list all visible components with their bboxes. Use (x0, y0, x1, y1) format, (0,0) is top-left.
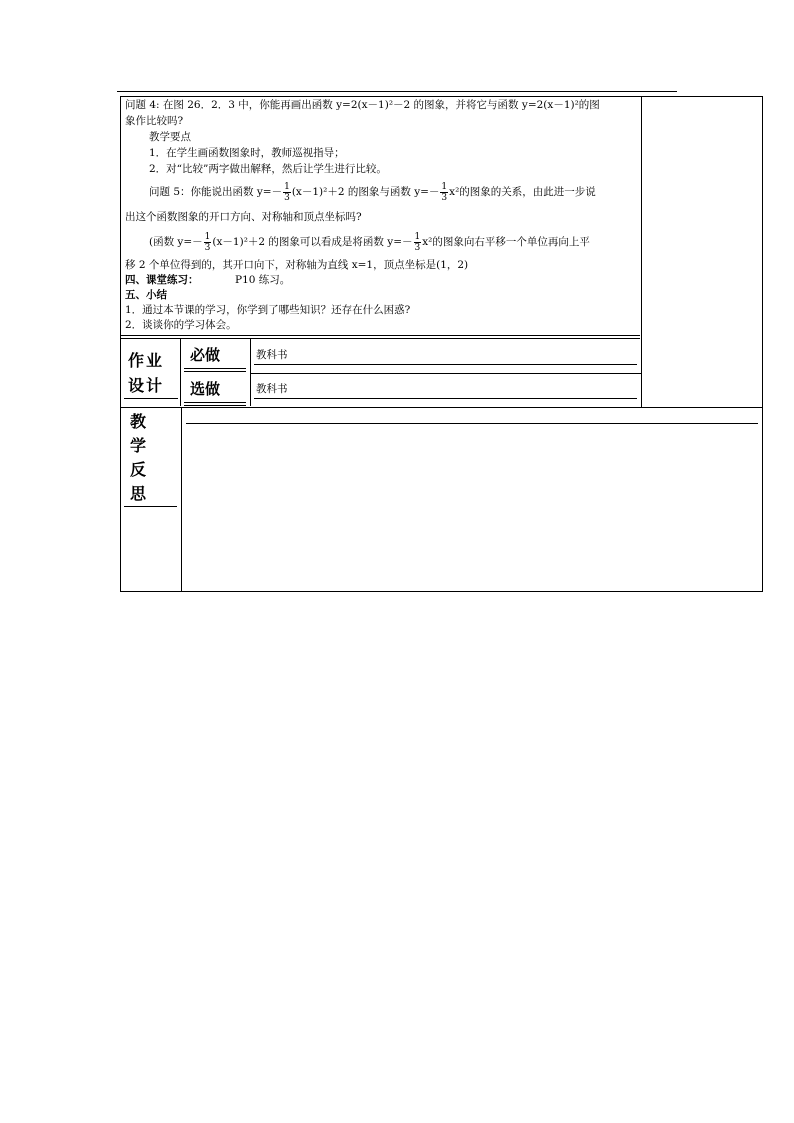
reflection-char-1: 教 (129, 412, 146, 431)
question-5-part-b: (x－1)²＋2 的图象与函数 y=－ (291, 186, 440, 198)
required-label-underline (184, 368, 246, 372)
right-column-divider (641, 96, 642, 407)
optional-label: 选做 (190, 380, 221, 398)
question-5-part-c: x²的图象的关系，由此进一步说 (449, 186, 596, 198)
reflection-char-3: 反 (129, 460, 146, 479)
homework-label-2: 设计 (128, 376, 165, 395)
question-4-line: 问题 4: 在图 26．2．3 中，你能再画出函数 y=2(x－1)²－2 的图象，并将它与函数 y=2(x－1)²的图 (125, 99, 600, 111)
fraction-numerator: 1 (441, 181, 448, 192)
summary-item-1: 1．通过本节课的学习，你学到了哪些知识？还存在什么困惑? (125, 304, 411, 316)
answer-part-a: (函数 y=－ (149, 236, 203, 248)
answer-part-c: x²的图象向右平移一个单位再向上平 (422, 236, 590, 248)
required-text: 教科书 (256, 349, 288, 361)
teaching-point-2: 2．对“比较”两字做出解释，然后让学生进行比较。 (149, 163, 387, 175)
homework-row-divider (250, 373, 641, 374)
fraction-numerator: 1 (414, 231, 421, 242)
reflection-label-divider (181, 407, 182, 592)
required-label: 必做 (190, 346, 221, 364)
optional-text-underline (254, 398, 637, 399)
homework-label-underline (124, 398, 178, 399)
fraction-denominator: 3 (284, 192, 290, 203)
optional-text: 教科书 (256, 383, 288, 395)
teaching-points-heading: 教学要点 (149, 131, 191, 143)
question-5-part-a: 问题 5：你能说出函数 y=－ (149, 186, 283, 198)
summary-heading: 五、小结 (125, 289, 167, 301)
question-4-line-2: 象作比较吗? (125, 115, 184, 127)
answer-line-2: 移 2 个单位得到的，其开口向下，对称轴为直线 x=1，顶点坐标是(1，2) (125, 259, 469, 271)
fraction-numerator: 1 (284, 181, 290, 192)
reflection-char-4: 思 (129, 484, 146, 503)
homework-top-rule (120, 335, 640, 339)
top-rule (117, 91, 677, 92)
optional-label-underline (184, 402, 246, 406)
answer-line (149, 228, 590, 256)
answer-part-b: (x－1)²＋2 的图象可以看成是将函数 y=－ (212, 236, 413, 248)
homework-label-1: 作业 (128, 351, 165, 370)
fraction-one-third (204, 232, 212, 253)
homework-divider-1 (180, 338, 181, 406)
reflection-label-underline (124, 506, 177, 507)
teaching-point-1: 1．在学生画函数图象时，教师巡视指导； (149, 147, 345, 159)
reflection-writing-line (186, 423, 758, 424)
fraction-denominator: 3 (441, 192, 448, 203)
fraction-numerator: 1 (204, 231, 211, 242)
practice-heading: 四、课堂练习： (125, 274, 199, 286)
fraction-denominator: 3 (204, 242, 211, 253)
summary-item-2: 2．谈谈你的学习体会。 (125, 319, 237, 331)
fraction-one-third (414, 232, 422, 253)
fraction-denominator: 3 (414, 242, 421, 253)
fraction-one-third (283, 182, 291, 203)
question-5-line (149, 178, 596, 206)
reflection-char-2: 学 (129, 436, 146, 455)
required-text-underline (254, 364, 637, 365)
fraction-one-third (440, 182, 448, 203)
question-5-line-2: 出这个函数图象的开口方向、对称轴和顶点坐标吗? (125, 211, 362, 223)
practice-text: P10 练习。 (235, 274, 291, 286)
homework-divider-2 (250, 338, 251, 406)
section-divider (120, 407, 763, 408)
